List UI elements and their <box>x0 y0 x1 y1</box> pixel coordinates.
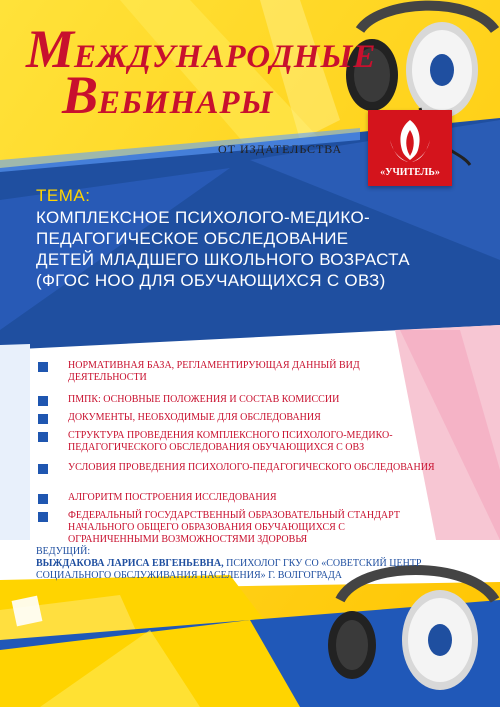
topic-title: КОМПЛЕКСНОЕ ПСИХОЛОГО-МЕДИКО- ПЕДАГОГИЧЕСКОЕ ОБСЛЕДОВАНИЕ ДЕТЕЙ МЛАДШЕГО ШКОЛЬНОГО ВОЗРАСТА (ФГОС НОО ДЛЯ ОБУЧАЮЩИХСЯ С ОВЗ) <box>36 208 410 290</box>
title-line-2: ВЕБИНАРЫ <box>62 65 274 125</box>
publisher-prefix: ОТ ИЗДАТЕЛЬСТВА <box>218 142 343 156</box>
title-line-1: МЕЖДУНАРОДНЫЕ <box>26 19 377 79</box>
publisher-logo[interactable]: «УЧИТЕЛЬ» <box>368 110 452 186</box>
host-info <box>36 546 476 582</box>
host-description: ПСИХОЛОГ ГКУ СО «СОВЕТСКИЙ ЦЕНТР СОЦИАЛЬНОГО ОБСЛУЖИВАНИЯ НАСЕЛЕНИЯ» Г. ВОЛГОГРАДА <box>36 558 422 581</box>
bullet-square-icon <box>38 464 48 474</box>
host-label: ВЕДУЩИЙ: <box>36 546 91 557</box>
host-name: ВЫЖДАКОВА ЛАРИСА ЕВГЕНЬЕВНА, <box>36 558 224 569</box>
bullet-square-icon <box>38 362 48 372</box>
bullet-square-icon <box>38 396 48 406</box>
page-title <box>26 19 377 125</box>
host-details <box>36 558 476 582</box>
decorative-square <box>12 596 43 627</box>
bullet-square-icon <box>38 432 48 442</box>
bullet-square-icon <box>38 512 48 522</box>
bullet-square-icon <box>38 414 48 424</box>
topic-label: ТЕМА: <box>36 186 91 205</box>
bullet-square-icon <box>38 494 48 504</box>
